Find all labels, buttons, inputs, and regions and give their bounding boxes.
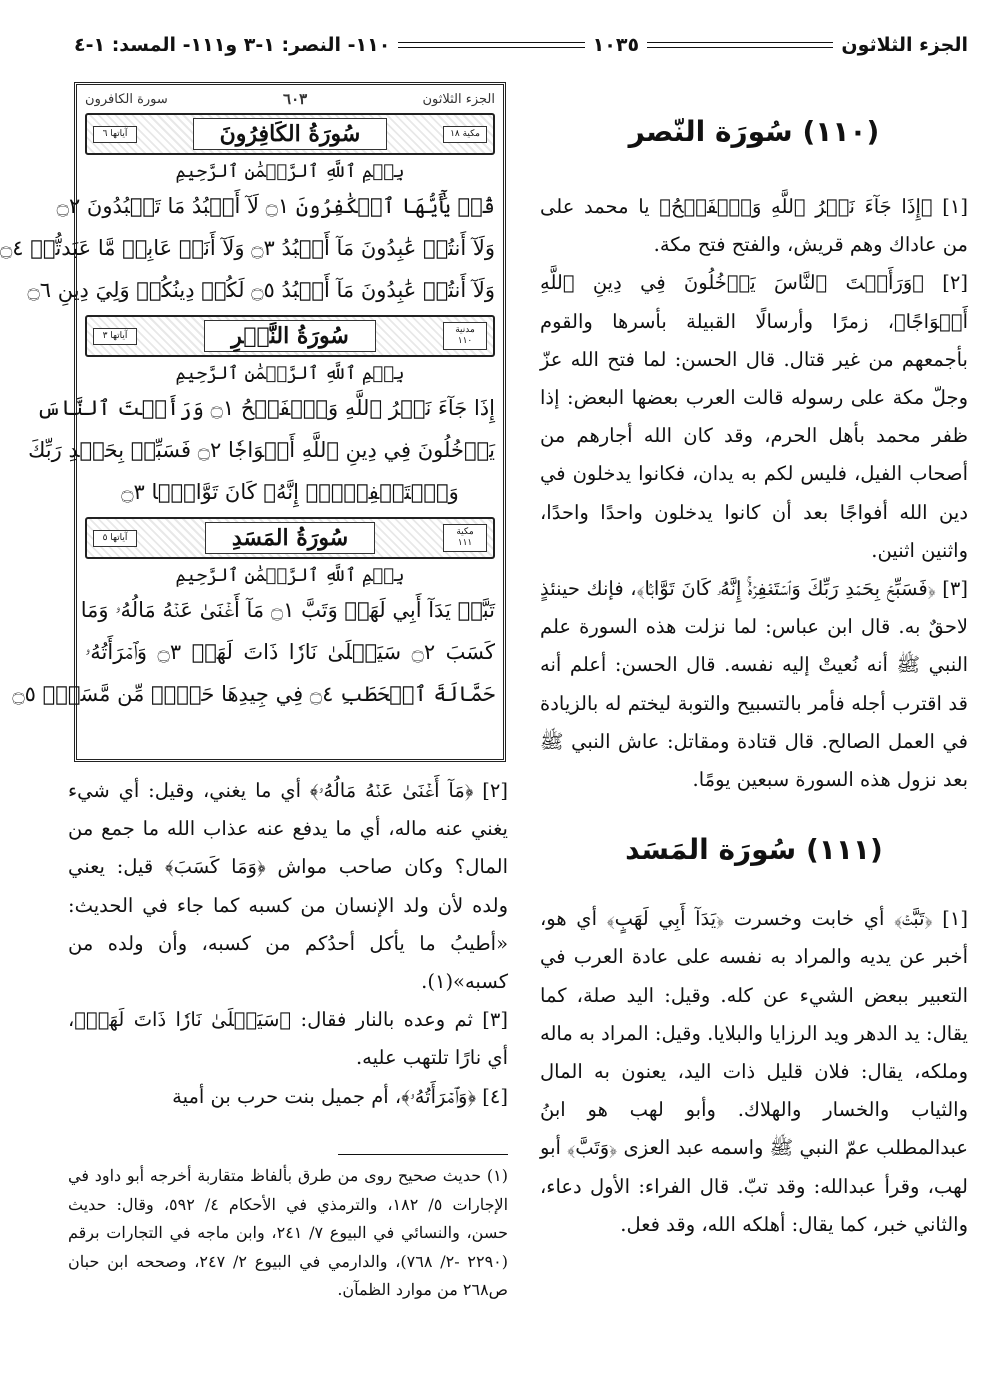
- masad-verse-3-commentary: [٣] ثم وعده بالنار فقال: ﴿سَيَصۡلَىٰ نَارٗا ذَاتَ لَهَبٖ﴾، أي نارًا تلتهب عليه.: [68, 1008, 508, 1070]
- quran-line: وَلَآ أَنتُمۡ عَٰبِدُونَ مَآ أَعۡبُدُ ۝٥ لَكُمۡ دِينُكُمۡ وَلِيَ دِينِ ۝٦: [27, 278, 495, 302]
- surah-banner-kafirun: [85, 113, 495, 155]
- header-surah-range: ١١٠- النصر: ١-٣ و١١١- المسد: ١-٤: [73, 34, 391, 56]
- basmala: بِسۡمِ ٱللَّهِ ٱلرَّحۡمَٰنِ ٱلرَّحِيمِ: [175, 161, 405, 182]
- mushaf-surah-label: سورة الكافرون: [85, 91, 168, 107]
- surah-name-masad: سُورَةُ المَسَدِ: [205, 522, 375, 554]
- nasr-verse-3-commentary: [٣] ﴿فَسَبِّحۡ بِحَمۡدِ رَبِّكَ وَٱسۡتَغۡفِرۡهُۚ إِنَّهُۥ كَانَ تَوَّابَۢا﴾، فإنك حينئذٍ لاحقٌ به. قال ابن عباس: لما نزلت هذه السورة علم النبي ﷺ أنه نُعيتْ إليه نفسه. قال الحسن: أعلم أنه قد اقترب أجله فأمر بالتسبيح والتوبة ليختم له بالزيادة في العمل الصالح. قال قتادة ومقاتل: عاش النبي ﷺ بعد نزول هذه السورة سبعين يومًا.: [540, 577, 968, 792]
- quran-line: قُلۡ يَٰٓأَيُّهَا ٱلۡكَٰفِرُونَ ۝١ لَآ أَعۡبُدُ مَا تَعۡبُدُونَ ۝٢: [56, 194, 495, 218]
- quran-line: وَلَآ أَنتُمۡ عَٰبِدُونَ مَآ أَعۡبُدُ ۝٣ وَلَآ أَنَا۠ عَابِدٞ مَّا عَبَدتُّمۡ ۝٤: [0, 236, 495, 260]
- nasr-verse-1-commentary: [١] ﴿إِذَا جَآءَ نَصۡرُ ٱللَّهِ وَٱلۡفَتۡحُ﴾ يا محمد على من عاداك وهم قريش، والفتح فتح مكة.: [540, 195, 968, 257]
- quran-line: كَسَبَ ۝٢ سَيَصۡلَىٰ نَارٗا ذَاتَ لَهَبٖ ۝٣ وَٱمۡرَأَتُهُۥ: [85, 640, 495, 664]
- surah-name-nasr: سُورَةُ النَّصۡرِ: [204, 320, 376, 352]
- surah-meta-left: آياتها ٣: [93, 328, 137, 345]
- quran-line: يَدۡخُلُونَ فِي دِينِ ٱللَّهِ أَفۡوَاجٗا ۝٢ فَسَبِّحۡ بِحَمۡدِ رَبِّكَ: [28, 438, 495, 462]
- nasr-verse-2-commentary: [٢] ﴿وَرَأَيۡتَ ٱلنَّاسَ يَدۡخُلُونَ فِي دِينِ ٱللَّهِ أَفۡوَاجًا﴾، زمرًا وأرسالًا القبيلة بأسرها والقوم بأجمعهم من غير قتال. قال الحسن: لما فتح الله عزّ وجلّ مكة على رسوله قالت العرب بعضها البعض: إذا ظفر محمد بأهل الحرم، وقد كان الله أجارهم من أصحاب الفيل، فليس لكم به يدان، فكانوا يدخلون في دين الله أفواجًا بعد أن كانوا يدخلون واحدًا واحدًا، واثنين اثنين.: [540, 271, 968, 562]
- masad-verse-1-commentary: [١] ﴿تَبَّتۡ﴾ أي خابت وخسرت ﴿يَدَآ أَبِي لَهَبٍ﴾ أي هو، أخبر عن يديه والمراد به نفسه على عادة العرب في التعبير ببعض الشيء عن كله. وقيل: اليد صلة، كما يقال: يد الدهر ويد الرزايا والبلايا. وقيل: المراد به ماله وملكه، يقال: فلان قليل ذات اليد، يعنون به المال والثياب والخسار والهلاك. وأبو لهب هو ابنُ عبدالمطلب عمّ النبي ﷺ واسمه عبد العزى ﴿وَتَبَّ﴾ أبو لهب، وقرأ عبدالله: وقد تبّ. قال الفراء: الأول دعاء، والثاني خبر، كما يقال: أهلكه الله، وقد فعل.: [540, 907, 968, 1236]
- heading-surah-masad: (١١١) سُورَة المَسَد: [625, 833, 883, 867]
- basmala: بِسۡمِ ٱللَّهِ ٱلرَّحۡمَٰنِ ٱلرَّحِيمِ: [175, 363, 405, 384]
- surah-name-kafirun: سُورَةُ الكَافِرُونَ: [193, 118, 388, 150]
- surah-meta-right: مكية ١١١: [443, 524, 487, 552]
- surah-meta-right: مدنية ١١٠: [443, 322, 487, 350]
- surah-meta-left: آياتها ٥: [93, 530, 137, 547]
- heading-surah-nasr: (١١٠) سُورَة النّصر: [628, 115, 880, 148]
- masad-verse-4-commentary: [٤] ﴿وَٱمۡرَأَتُهُۥ﴾، أم جميل بنت حرب بن أمية: [172, 1084, 508, 1108]
- footnote: (١) حديث صحيح روى من طرق بألفاظ متقاربة أخرجه أبو داود في الإجارات ٥/ ١٨٢، والترمذي في الأحكام ٤/ ٥٩٢، وقال: حديث حسن، والنسائي في البيوع ٧/ ٢٤١، وابن ماجه في التجارات برقم (٢٢٩٠ -٢/ ٧٦٨)، والدارمي في البيوع ٢/ ٢٤٧، وصححه ابن حبان ص٢٦٨ من موارد الظمآن.: [68, 1166, 509, 1299]
- mushaf-page-header: [85, 89, 495, 109]
- left-column: [68, 772, 508, 1116]
- surah-banner-nasr: [85, 315, 495, 357]
- basmala: بِسۡمِ ٱللَّهِ ٱلرَّحۡمَٰنِ ٱلرَّحِيمِ: [175, 565, 405, 586]
- masad-verse-2-commentary: [٢] ﴿مَآ أَغۡنَىٰ عَنۡهُ مَالُهُۥ﴾ أي ما يغني، وقيل: أي شيء يغني عنه ماله، أي ما يدفع عنه عذاب الله ما جمع من المال؟ وكان صاحب مواش ﴿وَمَا كَسَبَ﴾ قيل: يعني ولده لأن ولد الإنسان من كسبه كما جاء في الحديث: «أطيبُ ما يأكل أحدُكم من كسبه، وأن ولده من كسبه»(١).: [68, 779, 508, 994]
- surah-meta-right: مكية ١٨: [443, 126, 487, 143]
- mushaf-page-number: ٦٠٣: [283, 90, 308, 108]
- surah-meta-left: آياتها ٦: [93, 126, 137, 143]
- right-column: [540, 85, 968, 1244]
- footnote-divider: [338, 1154, 508, 1155]
- quran-line: إِذَا جَآءَ نَصۡرُ ٱللَّهِ وَٱلۡفَتۡحُ ۝١ وَرَأَيۡتَ ٱلنَّاسَ: [36, 396, 495, 420]
- mushaf-page-box: [0, 82, 506, 762]
- header-page-number: ١٠٣٥: [592, 34, 640, 56]
- quran-line: تَبَّتۡ يَدَآ أَبِي لَهَبٖ وَتَبَّ ۝١ مَآ أَغۡنَىٰ عَنۡهُ مَالُهُۥ وَمَا: [80, 598, 495, 622]
- header-rule-left: [398, 42, 584, 48]
- quran-line: وَٱسۡتَغۡفِرۡهُۚ إِنَّهُۥ كَانَ تَوَّابَۢا ۝٣: [121, 480, 459, 504]
- quran-line: حَمَّالَةَ ٱلۡحَطَبِ ۝٤ فِي جِيدِهَا حَبۡلٞ مِّن مَّسَدِۭ ۝٥: [12, 682, 495, 706]
- surah-banner-masad: [85, 517, 495, 559]
- running-header: [74, 30, 968, 60]
- header-part-title: الجزء الثلاثون: [841, 34, 968, 56]
- mushaf-part-label: الجزء الثلاثون: [422, 91, 495, 107]
- header-rule-right: [647, 42, 833, 48]
